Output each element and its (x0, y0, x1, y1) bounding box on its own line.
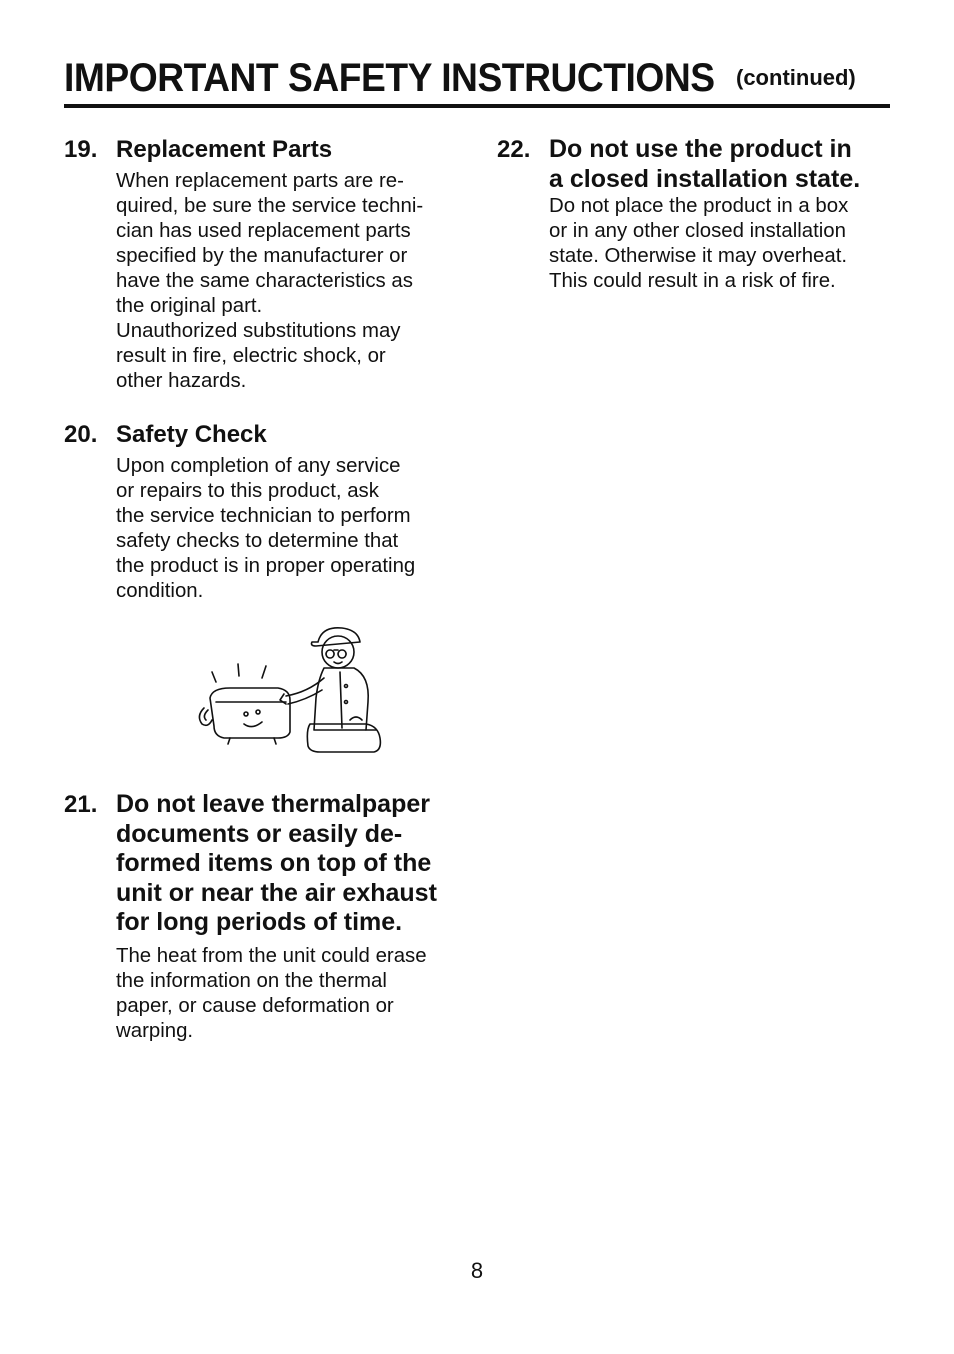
body-line: or in any other closed installation (549, 220, 846, 243)
instruction-heading (64, 420, 474, 450)
body-line: the information on the thermal (116, 969, 387, 992)
title-line: documents or easily de- (116, 819, 403, 848)
body-line: specified by the manufacturer or (116, 245, 408, 267)
body-line: other hazards. (116, 370, 247, 392)
instruction-heading (497, 135, 897, 194)
page-title: IMPORTANT SAFETY INSTRUCTIONS (64, 56, 715, 100)
instruction-title: Replacement Parts (116, 136, 333, 163)
body-line: cian has used replacement parts (116, 220, 411, 242)
instruction-number: 19. (64, 136, 98, 163)
instruction-title (116, 790, 474, 938)
right-column (497, 135, 897, 294)
title-line: formed items on top of the (116, 849, 432, 878)
page-header (64, 54, 890, 108)
instruction-21 (64, 790, 474, 1044)
instruction-heading (64, 135, 474, 165)
body-line: have the same characteristics as (116, 270, 413, 292)
body-line: safety checks to determine that (116, 530, 399, 552)
body-line: state. Otherwise it may overheat. (549, 245, 848, 268)
title-line: Do not leave thermalpaper (116, 790, 430, 818)
instruction-number: 20. (64, 421, 98, 448)
instruction-22 (497, 135, 897, 294)
body-line: condition. (116, 580, 204, 602)
body-line: warping. (116, 1019, 194, 1042)
instruction-20 (64, 420, 474, 760)
instruction-body (116, 169, 474, 394)
body-line: the original part. (116, 295, 263, 317)
instruction-number: 22. (497, 136, 531, 163)
page-number: 8 (470, 1258, 484, 1283)
title-line: unit or near the air exhaust (116, 878, 437, 907)
body-line: result in fire, electric shock, or (116, 345, 386, 367)
body-line: This could result in a risk of fire. (549, 270, 836, 293)
body-line: the service technician to perform (116, 505, 411, 527)
title-line: a closed installation state. (549, 164, 861, 193)
body-line: The heat from the unit could erase (116, 944, 427, 967)
body-line: Upon completion of any service (116, 455, 401, 477)
instruction-title (549, 135, 897, 194)
instruction-body (549, 194, 897, 294)
instruction-number: 21. (64, 791, 98, 818)
body-line: Unauthorized substitutions may (116, 320, 401, 342)
body-line: the product is in proper operating (116, 555, 416, 577)
left-column (64, 135, 474, 1044)
body-line: Do not place the product in a box (549, 195, 849, 218)
body-line: paper, or cause deformation or (116, 994, 394, 1017)
title-line: Do not use the product in (549, 135, 852, 163)
title-line: for long periods of time. (116, 908, 403, 937)
technician-inspecting-device-illustration (190, 620, 390, 760)
instruction-body (116, 454, 474, 604)
instruction-body (116, 944, 474, 1044)
page-title-suffix: (continued) (736, 65, 856, 90)
body-line: or repairs to this product, ask (116, 480, 379, 502)
instruction-heading (64, 790, 474, 938)
instruction-19 (64, 135, 474, 394)
instruction-title: Safety Check (116, 421, 267, 448)
body-line: quired, be sure the service techni- (116, 195, 424, 217)
body-line: When replacement parts are re- (116, 170, 404, 192)
